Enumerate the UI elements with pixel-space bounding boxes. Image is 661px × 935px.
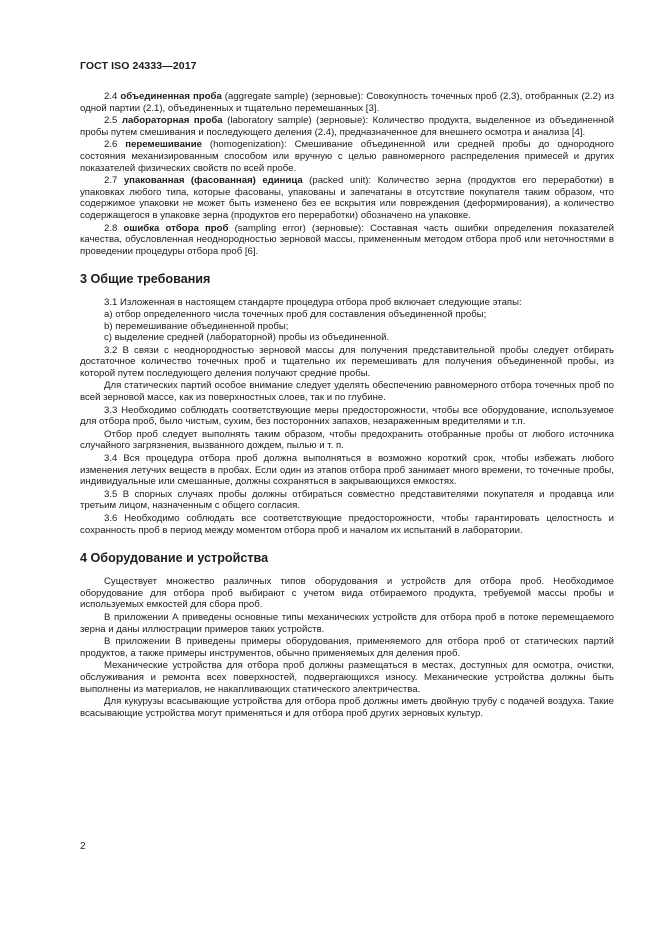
paragraph: 3.6 Необходимо соблюдать все соответствующие предосторожности, чтобы гарантировать целостность и сохранность проб в период между моментом отбора проб и началом их испытаний в лаборатории. xyxy=(80,513,614,536)
definition-term: упакованная (фасованная) единица xyxy=(123,175,303,187)
page-number: 2 xyxy=(80,841,86,852)
list-item: a) отбор определенного числа точечных проб для составления объединенной пробы; xyxy=(104,308,487,320)
definition-text: (laboratory sample) (зерновые): Количество продукта, выделенное из объединенной пробы путем смешивания и последующего деления (2.4), предназначенное для внешнего осмотра и анализа [4]. xyxy=(80,115,614,138)
definition-text: (sampling error) (зерновые): Составная часть ошибки определения показателей качества, обусловленная неоднородностью зерновой массы, примененным методом отбора проб или неточностями в проведении процедуры отбора проб [6]. xyxy=(80,222,614,257)
paragraph: 3.5 В спорных случаях пробы должны отбираться совместно представителями покупателя и продавца или третьим лицом, назначенным с общего согласия. xyxy=(80,488,614,512)
definition-text: (homogenization): Смешивание объединенной или средней пробы до однородного состояния механизированным способом или вручную с целью равномерного распределения примесей и других показателей физических свойств по всей пробе. xyxy=(80,139,614,174)
paragraph: 3.3 Необходимо соблюдать соответствующие меры предосторожности, чтобы все оборудование, используемое для отбора проб, было чистым, сухим, без посторонних запахов, незараженным вредителями и т.п. xyxy=(80,404,614,428)
paragraph: В приложении А приведены основные типы механических устройств для отбора проб в потоке перемещаемого зерна и даны иллюстрации примеров таких устройств. xyxy=(80,611,614,635)
paragraph: 3.4 Вся процедура отбора проб должна выполняться в возможно короткий срок, чтобы избежать любого изменения летучих веществ в пробах. Если один из этапов отбора проб занимает много времени, то точечные пробы, индивидуальные или смешанные, должны сохраняться в закрывающихся емкостях. xyxy=(80,453,614,488)
definition-2-5 xyxy=(80,115,614,138)
paragraph: Отбор проб следует выполнять таким образом, чтобы предохранить отобранные пробы от любого источника случайного загрязнения, вызванного дождем, пылью и т. п. xyxy=(80,428,614,452)
definition-number: 2.8 xyxy=(104,222,118,234)
definition-term: ошибка отбора проб xyxy=(123,222,229,234)
paragraph: Механические устройства для отбора проб должны размещаться в местах, доступных для осмотра, очистки, обслуживания и ремонта всех поверхностей, подвергающихся износу. Механические устройства должны быть выполнены из материалов, не накапливающих статического электричества. xyxy=(80,660,614,695)
definition-2-6 xyxy=(80,139,614,174)
definition-2-8 xyxy=(80,223,614,258)
paragraph: 3.2 В связи с неоднородностью зерновой массы для получения представительной пробы следует отбирать достаточное количество точечных проб и тщательно их перемешивать для получения объединенной пробы, из которой путем последующего деления получают средние пробы. xyxy=(80,344,614,379)
paragraph: Существует множество различных типов оборудования и устройств для отбора проб. Необходимое оборудование для отбора проб выбирают с учетом вида отбираемого продукта, требуемой массы пробы и используемых емкостей для сбора проб. xyxy=(80,576,614,611)
definition-term: объединенная проба xyxy=(120,91,222,102)
definition-2-7 xyxy=(80,175,614,221)
definition-number: 2.6 xyxy=(104,139,118,151)
document-header: ГОСТ ISO 24333—2017 xyxy=(80,60,197,72)
section-4-heading: 4 Оборудование и устройства xyxy=(80,551,269,566)
document-body xyxy=(80,90,614,719)
definition-number: 2.5 xyxy=(104,115,118,127)
definition-term: перемешивание xyxy=(125,139,202,151)
definition-text: (aggregate sample) (зерновые): Совокупность точечных проб (2.3), отобранных (2.2) из одной партии (2.1), объединенных и тщательно перемешанных [3]. xyxy=(80,91,614,114)
definition-number: 2.4 xyxy=(104,91,118,102)
list-item: c) выделение средней (лабораторной) пробы из объединенной. xyxy=(104,332,390,344)
definition-term: лабораторная проба xyxy=(121,115,223,127)
list-item: b) перемешивание объединенной пробы; xyxy=(104,320,289,332)
paragraph: 3.1 Изложенная в настоящем стандарте процедура отбора проб включает следующие этапы: xyxy=(104,297,522,309)
section-3-heading: 3 Общие требования xyxy=(80,272,211,287)
paragraph: Для кукурузы всасывающие устройства для отбора проб должны иметь двойную трубу с подачей воздуха. Такие всасывающие устройства могут применяться и для отбора проб других зерновых культур. xyxy=(80,696,614,719)
paragraph: Для статических партий особое внимание следует уделять обеспечению равномерного отбора точечных проб по всей зерновой массе, как из поверхностных слоев, так и по глубине. xyxy=(80,380,614,404)
definition-number: 2.7 xyxy=(104,175,118,187)
definition-text: (packed unit): Количество зерна (продуктов его переработки) в упаковках любого типа, которые фасованы, упакованы и запечатаны в отсутствие покупателя таким образом, что содержимое упаковки не может быть изменено без ее вскрытия или повреждения (деформирования), а количество содержащегося в упаковке зерна (продуктов его переработки) обозначено на упаковке. xyxy=(80,175,614,221)
paragraph: В приложении В приведены примеры оборудования, применяемого для отбора проб от статических партий продуктов, а также примеры инструментов, обычно применяемых для деления проб. xyxy=(80,636,614,659)
definition-2-4 xyxy=(80,91,614,114)
